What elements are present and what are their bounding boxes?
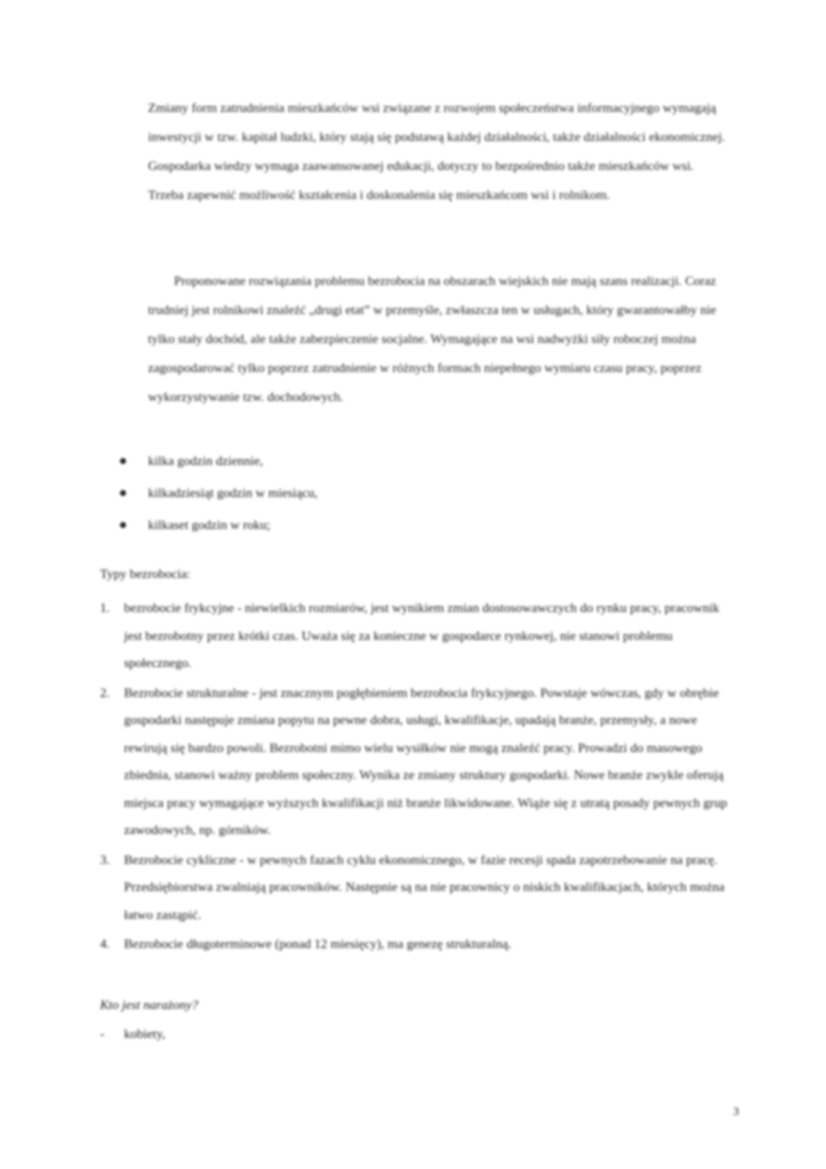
item-text: Bezrobocie długoterminowe (ponad 12 miesięcy), ma genezę strukturalną. <box>124 936 512 951</box>
paragraph-2 <box>148 266 728 411</box>
page-number: 3 <box>733 1104 739 1118</box>
item-number: 4. <box>100 936 110 951</box>
list-item <box>100 594 732 677</box>
dash-icon: - <box>100 1026 105 1041</box>
paragraph-1 <box>148 93 728 209</box>
dash-item-text: kobiety, <box>124 1026 166 1041</box>
dash-item <box>100 1026 165 1042</box>
list-item <box>118 509 718 541</box>
question-text: Kto jest narażony? <box>100 997 199 1012</box>
types-list <box>100 594 732 960</box>
list-item <box>118 477 718 509</box>
item-text: Bezrobocie cykliczne - w pewnych fazach cyklu ekonomicznego, w fazie recesji spada zapotrzebowanie na pracę. Przedsiębiorstwa zwalniają pracowników. Następnie są na nie pracownicy o niskich kwalifikacjach, których można łatwo zastąpić. <box>124 851 725 922</box>
item-number: 1. <box>100 600 110 615</box>
paragraph-1-text: Zmiany form zatrudnienia mieszkańców wsi związane z rozwojem społeczeństwa informacyjnego wymagają inwestycji w tzw. kapitał ludzki, który stają się podstawą każdej działalności, także działalności ekonomicznej. Gospodarka wiedzy wymaga zaawansowanej edukacji, dotyczy to bezpośrednio także mieszkańców wsi. Trzeba zapewnić możliwość kształcenia i doskonalenia się mieszkańcom wsi i rolnikom. <box>148 100 726 202</box>
list-item <box>100 846 732 929</box>
item-text: Bezrobocie strukturalne - jest znacznym pogłębieniem bezrobocia frykcyjnego. Powstaje wówczas, gdy w obrębie gospodarki następuje zmiana popytu na pewne dobra, usługi, kwalifikacje, upadają branże, przemysły, a nowe rewirują się bardzo powoli. Bezrobotni mimo wielu wysiłków nie mogą znaleźć pracy. Prowadzi do masowego zbiednia, stanowi ważny problem społeczny. Wynika ze zmiany struktury gospodarki. Nowe branże zwykle oferują miejsca pracy wymagające wyższych kwalifikacji niż branże likwidowane. Wiąże się z utratą posady pewnych grup zawodowych, np. górników. <box>124 684 728 837</box>
bullet-list <box>118 445 718 541</box>
bullet-icon <box>120 458 126 464</box>
types-heading: Typy bezrobocia: <box>100 566 191 581</box>
list-item <box>118 445 718 477</box>
bullet-text: kilkaset godzin w roku; <box>148 517 271 532</box>
bullet-icon <box>120 490 126 496</box>
item-number: 2. <box>100 684 110 700</box>
paragraph-2-text: Proponowane rozwiązania problemu bezrobocia na obszarach wiejskich nie mają szans realizacji. Coraz trudniej jest rolnikowi znaleźć „drugi etat” w przemyśle, zwłaszcza ten w usługach, który gwarantowałby nie tylko stały dochód, ale także zabezpieczenie socjalne. Wymagające na wsi nadwyżki siły roboczej można zagospodarować tylko poprzez zatrudnienie w różnych formach niepełnego wymiaru czasu pracy, poprzez wykorzystywanie tzw. dochodowych. <box>148 273 717 404</box>
bullet-text: kilkadziesiąt godzin w miesiącu, <box>148 485 318 500</box>
bullet-text: kilka godzin dziennie, <box>148 453 264 468</box>
item-text: bezrobocie frykcyjne - niewielkich rozmiarów, jest wynikiem zmian dostosowawczych do rynku pracy, pracownik jest bezrobotny przez krótki czas. Uważa się za konieczne w gospodarce rynkowej, nie stanowi problemu społecznego. <box>124 600 720 670</box>
bullet-icon <box>120 522 126 528</box>
list-item <box>100 930 732 958</box>
item-number: 3. <box>100 851 110 867</box>
list-item <box>100 679 732 844</box>
